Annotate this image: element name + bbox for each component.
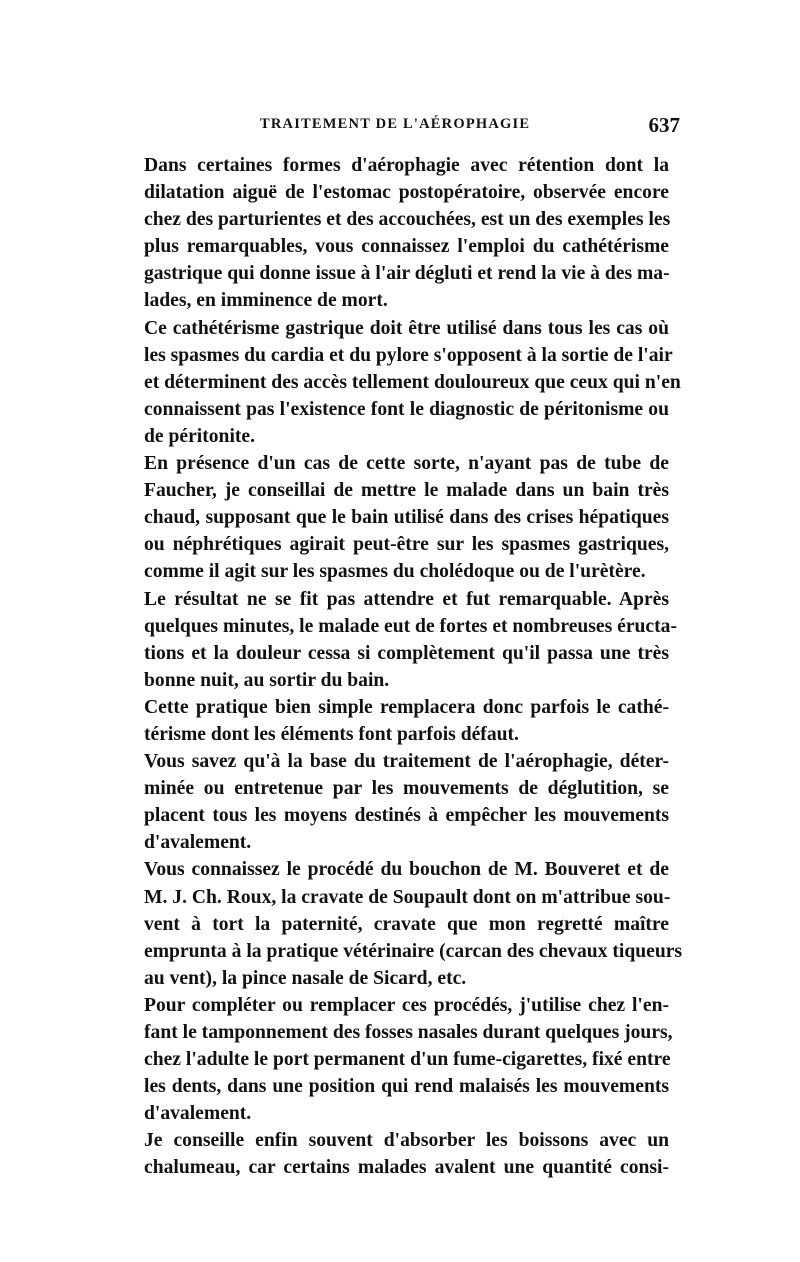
running-header (120, 113, 680, 142)
text-line: comme il agit sur les spasmes du cholédoque ou de l'urètère. (144, 561, 646, 583)
text-line: les dents, dans une position qui rend malaisés les mouvements (144, 1076, 669, 1098)
paragraph (122, 694, 669, 748)
text-line: chaud, supposant que le bain utilisé dans des crises hépatiques (144, 507, 669, 529)
paragraph (122, 856, 683, 991)
text-line: gastrique qui donne issue à l'air dégluti et rend la vie à des ma- (144, 263, 670, 285)
page-number: 637 (648, 113, 680, 137)
paragraph (122, 152, 669, 315)
text-line: d'avalement. (144, 832, 252, 854)
paragraph (122, 748, 669, 856)
text-line: Le résultat ne se fit pas attendre et fut remarquable. Après (144, 588, 669, 610)
text-line: dilatation aiguë de l'estomac postopératoire, observée encore (144, 182, 669, 204)
text-line: connaissent pas l'existence font le diagnostic de péritonisme ou (144, 398, 669, 420)
text-line: chalumeau, car certains malades avalent une quantité consi- (144, 1157, 669, 1179)
text-line: au vent), la pince nasale de Sicard, etc. (144, 967, 467, 989)
text-line: vent à tort la paternité, cravate que mon regretté maître (144, 913, 669, 935)
text-line: bonne nuit, au sortir du bain. (144, 669, 390, 691)
text-line: Je conseille enfin souvent d'absorber les boissons avec un (144, 1130, 669, 1152)
text-line: Ce cathétérisme gastrique doit être utilisé dans tous les cas où (144, 317, 669, 339)
paragraph (122, 992, 673, 1127)
paragraph (122, 586, 677, 694)
text-line: ou néphrétiques agirait peut-être sur les spasmes gastriques, (144, 534, 669, 556)
paragraph (122, 1127, 669, 1181)
text-line: Vous connaissez le procédé du bouchon de M. Bouveret et de (144, 859, 669, 881)
text-line: Pour compléter ou remplacer ces procédés, j'utilise chez l'en- (144, 994, 669, 1016)
text-line: d'avalement. (144, 1103, 252, 1125)
paragraph (122, 315, 681, 450)
paragraph (122, 450, 669, 585)
text-line: Dans certaines formes d'aérophagie avec rétention dont la (144, 155, 669, 176)
text-line: les spasmes du cardia et du pylore s'opposent à la sortie de l'air (144, 344, 673, 366)
text-line: fant le tamponnement des fosses nasales durant quelques jours, (144, 1022, 673, 1043)
text-line: lades, en imminence de mort. (144, 290, 388, 312)
body-text (122, 152, 683, 1182)
text-line: de péritonite. (144, 425, 256, 447)
text-line: placent tous les moyens destinés à empêcher les mouvements (144, 805, 669, 827)
text-line: Cette pratique bien simple remplacera donc parfois le cathé- (144, 696, 669, 718)
text-line: chez des parturientes et des accouchées, est un des exemples les (144, 209, 671, 231)
running-title: TRAITEMENT DE L'AÉROPHAGIE (260, 116, 531, 132)
text-line: quelques minutes, le malade eut de fortes et nombreuses éructa- (144, 615, 677, 637)
text-line: térisme dont les éléments font parfois défaut. (144, 723, 519, 745)
text-line: Faucher, je conseillai de mettre le malade dans un bain très (144, 480, 669, 502)
text-line: chez l'adulte le port permanent d'un fume-cigarettes, fixé entre (144, 1049, 671, 1071)
text-line: et déterminent des accès tellement douloureux que ceux qui n'en (144, 371, 681, 393)
text-line: emprunta à la pratique vétérinaire (carcan des chevaux tiqueurs (144, 940, 683, 962)
text-line: minée ou entretenue par les mouvements de déglutition, se (144, 778, 669, 800)
text-line: En présence d'un cas de cette sorte, n'ayant pas de tube de (144, 453, 669, 475)
text-line: plus remarquables, vous connaissez l'emploi du cathétérisme (144, 236, 669, 258)
text-line: tions et la douleur cessa si complètement qu'il passa une très (144, 642, 669, 664)
text-line: M. J. Ch. Roux, la cravate de Soupault dont on m'attribue sou- (144, 886, 671, 908)
text-line: Vous savez qu'à la base du traitement de l'aérophagie, déter- (144, 751, 669, 773)
